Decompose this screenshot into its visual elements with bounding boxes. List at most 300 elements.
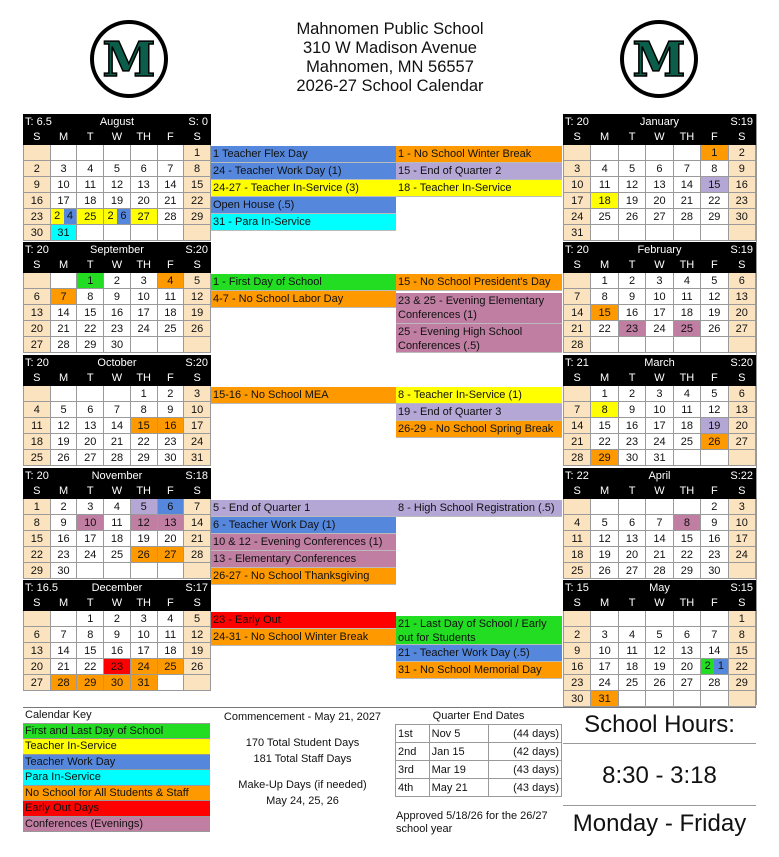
calendar-cell: 7	[564, 289, 591, 305]
calendar-cell: 29	[673, 563, 700, 579]
calendar-cell: 4	[673, 386, 700, 402]
calendar-cell: 31	[591, 691, 618, 707]
calendar-cell: 8	[591, 289, 618, 305]
calendar-cell: 18	[24, 434, 51, 450]
quarter-row	[396, 743, 562, 761]
calendar-cell	[104, 563, 131, 579]
calendar-cell: 14	[564, 305, 591, 321]
calendar-cell: 4	[618, 627, 645, 643]
calendar-cell	[157, 225, 184, 241]
event-item: 10 & 12 - Evening Conferences (1)	[211, 534, 396, 551]
calendar-cell	[646, 337, 673, 353]
calendar-cell: F	[157, 258, 184, 273]
calendar-cell: 2nd	[396, 743, 430, 761]
calendar-cell: 16	[104, 643, 131, 659]
logo-letter: M	[102, 32, 156, 88]
calendar-cell: 29	[24, 563, 51, 579]
calendar-cell: 28	[564, 450, 591, 466]
calendar-cell: 11	[673, 402, 700, 418]
calendar-cell: M	[50, 371, 77, 386]
calendar-cell	[564, 499, 591, 515]
calendar-cell: 16	[24, 193, 51, 209]
calendar-cell: S	[728, 484, 755, 499]
calendar-cell: 26	[646, 675, 673, 691]
calendar-cell: 20	[77, 434, 104, 450]
commencement-text: Commencement - May 21, 2027	[223, 711, 382, 723]
calendar-cell: September	[77, 243, 157, 258]
calendar-cell: F	[701, 258, 728, 273]
calendar-cell: 11	[157, 289, 184, 305]
calendar-cell	[701, 691, 728, 707]
calendar-cell: 7	[104, 402, 131, 418]
key-title: Calendar Key	[23, 708, 210, 724]
calendar-cell: 9	[50, 515, 77, 531]
calendar-cell	[130, 563, 157, 579]
calendar-cell: 24	[184, 434, 211, 450]
quarter-end-dates	[395, 708, 562, 836]
calendar-cell: 20	[728, 305, 755, 321]
calendar-cell	[673, 145, 700, 161]
calendar-cell: 30	[104, 337, 131, 353]
calendar-cell: 13	[77, 418, 104, 434]
calendar-cell: 19	[591, 547, 618, 563]
calendar-cell: 8	[130, 402, 157, 418]
calendar-cell: 18	[104, 531, 131, 547]
calendar-cell: 24	[591, 675, 618, 691]
month-september	[23, 242, 211, 353]
calendar-cell: 21	[104, 434, 131, 450]
calendar-cell	[701, 450, 728, 466]
calendar-cell: S	[728, 596, 755, 611]
event-item: 4-7 - No School Labor Day	[211, 291, 396, 308]
calendar-cell: 31	[184, 450, 211, 466]
calendar-cell	[50, 386, 77, 402]
calendar-cell: Mar 19	[429, 761, 488, 779]
calendar-cell	[104, 386, 131, 402]
calendar-key	[23, 708, 210, 832]
calendar-cell: S	[564, 258, 591, 273]
calendar-cell: 9	[564, 643, 591, 659]
calendar-cell: T: 20	[564, 115, 619, 130]
calendar-cell: T	[77, 130, 104, 145]
calendar-cell: 22	[77, 321, 104, 337]
calendar-cell: 18	[591, 193, 618, 209]
calendar-cell	[77, 563, 104, 579]
calendar-cell: 15	[591, 418, 618, 434]
calendar-cell: 23	[618, 434, 645, 450]
calendar-cell: 30	[50, 563, 77, 579]
calendar-cell: 1	[24, 499, 51, 515]
event-item: 23 - Early Out	[211, 612, 396, 629]
calendar-cell: May	[618, 581, 700, 596]
hours-label: School Hours:	[563, 710, 756, 744]
calendar-cell: 14	[104, 418, 131, 434]
events-aug-left	[211, 146, 396, 231]
calendar-cell: 23	[701, 547, 728, 563]
calendar-cell	[646, 145, 673, 161]
calendar-cell: 12	[50, 418, 77, 434]
calendar-cell: 28	[157, 209, 184, 225]
calendar-cell: 15	[673, 531, 700, 547]
calendar-cell: 12	[701, 402, 728, 418]
calendar-cell: February	[618, 243, 700, 258]
calendar-cell: 17	[77, 531, 104, 547]
calendar-cell: 30	[728, 209, 755, 225]
calendar-cell: 25	[673, 434, 700, 450]
calendar-cell: S	[728, 130, 755, 145]
calendar-cell: T: 16.5	[24, 581, 77, 596]
calendar-cell: 27	[157, 547, 184, 563]
calendar-cell: 28	[673, 209, 700, 225]
calendar-cell: 7	[184, 499, 211, 515]
calendar-cell: 3	[130, 273, 157, 289]
calendar-cell: 4	[564, 515, 591, 531]
calendar-cell	[77, 386, 104, 402]
calendar-cell: 12	[591, 531, 618, 547]
event-item: 23 & 25 - Evening Elementary Conferences (1)	[396, 293, 562, 324]
calendar-cell: 16	[701, 531, 728, 547]
calendar-cell	[50, 611, 77, 627]
event-item: 18 - Teacher In-Service	[396, 180, 562, 197]
calendar-cell: 26	[618, 209, 645, 225]
calendar-cell: 26	[184, 659, 211, 675]
calendar-cell	[673, 691, 700, 707]
calendar-cell: 20	[24, 659, 51, 675]
calendar-cell: T: 20	[24, 356, 77, 371]
events-sep-right	[396, 274, 562, 353]
calendar-cell: 12	[104, 177, 131, 193]
event-item: 26-27 - No School Thanksgiving	[211, 568, 396, 585]
calendar-cell	[646, 691, 673, 707]
calendar-cell: 22	[728, 659, 755, 675]
calendar-cell: (43 days)	[488, 761, 561, 779]
calendar-cell: 11	[591, 177, 618, 193]
calendar-cell	[701, 337, 728, 353]
calendar-cell: 3	[77, 499, 104, 515]
calendar-cell	[728, 337, 755, 353]
calendar-cell: T	[618, 130, 645, 145]
calendar-cell	[157, 563, 184, 579]
calendar-cell: 17	[564, 193, 591, 209]
calendar-cell: 8	[77, 289, 104, 305]
calendar-cell: 9	[701, 515, 728, 531]
calendar-cell: 21	[50, 321, 77, 337]
month-february	[563, 242, 756, 353]
calendar-cell: 22	[591, 321, 618, 337]
calendar-cell: M	[591, 596, 618, 611]
hours-time: 8:30 - 3:18	[602, 762, 717, 789]
key-item-teacher-work-day: Teacher Work Day	[23, 755, 210, 771]
calendar-cell	[157, 337, 184, 353]
calendar-cell: 18	[618, 659, 645, 675]
calendar-cell: TH	[130, 130, 157, 145]
calendar-cell: 20	[673, 659, 700, 675]
calendar-cell: F	[701, 130, 728, 145]
calendar-cell: 20	[24, 321, 51, 337]
calendar-cell: 29	[130, 450, 157, 466]
event-item: 1 - No School Winter Break	[396, 146, 562, 163]
calendar-cell: T: 15	[564, 581, 619, 596]
calendar-cell: 8	[701, 161, 728, 177]
calendar-cell: 13	[728, 289, 755, 305]
calendar-cell: 18	[157, 305, 184, 321]
event-item: 26-29 - No School Spring Break	[396, 421, 562, 438]
calendar-cell: W	[104, 596, 131, 611]
calendar-cell: 8	[24, 515, 51, 531]
calendar-cell: S	[24, 258, 51, 273]
calendar-cell: 8	[184, 161, 211, 177]
school-address: 310 W Madison Avenue	[303, 39, 477, 57]
calendar-cell: 5	[50, 402, 77, 418]
school-logo-right	[620, 20, 698, 98]
calendar-cell: 31	[50, 225, 77, 241]
calendar-cell: 22	[24, 547, 51, 563]
quarter-title: Quarter End Dates	[432, 710, 525, 722]
calendar-cell: 26	[130, 547, 157, 563]
calendar-cell: 15	[130, 418, 157, 434]
calendar-cell: W	[646, 371, 673, 386]
makeup-title: Make-Up Days (if needed)	[238, 779, 367, 791]
calendar-cell: 24	[564, 209, 591, 225]
calendar-cell: 7	[50, 627, 77, 643]
calendar-cell: 27	[618, 563, 645, 579]
calendar-cell: 5	[130, 499, 157, 515]
school-info	[204, 20, 576, 96]
calendar-cell: 2	[618, 386, 645, 402]
event-item: 8 - High School Registration (.5)	[396, 500, 562, 517]
calendar-cell: 10	[130, 289, 157, 305]
calendar-cell: 4th	[396, 779, 430, 797]
calendar-cell: 28	[50, 675, 77, 691]
makeup-days: May 24, 25, 26	[266, 795, 339, 807]
key-item-para-in-service: Para In-Service	[23, 770, 210, 786]
calendar-cell	[701, 225, 728, 241]
calendar-cell: 17	[130, 643, 157, 659]
calendar-cell: 15	[701, 177, 728, 193]
calendar-cell: January	[618, 115, 700, 130]
calendar-cell: (43 days)	[488, 779, 561, 797]
month-march	[563, 355, 756, 466]
events-nov-left	[211, 500, 396, 585]
calendar-cell: 20	[157, 531, 184, 547]
calendar-cell: 15	[184, 177, 211, 193]
calendar-cell: 10	[564, 177, 591, 193]
calendar-cell: 1st	[396, 725, 430, 743]
calendar-cell	[728, 691, 755, 707]
calendar-cell: S:22	[701, 469, 756, 484]
calendar-cell: S:17	[157, 581, 210, 596]
calendar-cell: (42 days)	[488, 743, 561, 761]
calendar-cell: TH	[130, 258, 157, 273]
calendar-cell: 27	[77, 450, 104, 466]
calendar-cell: S	[184, 130, 211, 145]
key-item-conferences: Conferences (Evenings)	[23, 817, 210, 833]
calendar-cell: W	[104, 371, 131, 386]
calendar-cell: T	[77, 596, 104, 611]
calendar-cell	[673, 611, 700, 627]
calendar-cell: M	[50, 258, 77, 273]
calendar-cell: 3rd	[396, 761, 430, 779]
calendar-cell: 20	[646, 193, 673, 209]
hours-days: Monday - Friday	[563, 805, 756, 839]
calendar-cell: 25	[673, 321, 700, 337]
calendar-cell: 14	[701, 643, 728, 659]
calendar-cell: 13	[646, 177, 673, 193]
calendar-cell: 18	[564, 547, 591, 563]
calendar-cell: 19	[104, 193, 131, 209]
calendar-cell: 6	[728, 273, 755, 289]
calendar-cell: 5	[591, 515, 618, 531]
calendar-cell: 7	[673, 161, 700, 177]
calendar-cell: TH	[130, 371, 157, 386]
quarter-row	[396, 779, 562, 797]
events-dec-left	[211, 612, 396, 646]
calendar-cell: 11	[564, 531, 591, 547]
calendar-cell: 4	[77, 161, 104, 177]
calendar-cell: 15	[77, 305, 104, 321]
calendar-cell: 29	[701, 209, 728, 225]
calendar-cell: 6	[24, 627, 51, 643]
calendar-cell: 2	[50, 499, 77, 515]
approved-text: Approved 5/18/26 for the 26/27 school year	[396, 810, 548, 835]
calendar-cell	[618, 225, 645, 241]
calendar-cell: 14	[646, 531, 673, 547]
calendar-cell: 11	[673, 289, 700, 305]
calendar-cell: 19	[50, 434, 77, 450]
calendar-cell: S	[564, 371, 591, 386]
calendar-cell: S:15	[701, 581, 756, 596]
calendar-cell: T	[77, 484, 104, 499]
calendar-cell: 25	[104, 547, 131, 563]
calendar-cell: 5	[646, 627, 673, 643]
school-logo-left	[90, 20, 168, 98]
calendar-cell: 3	[50, 161, 77, 177]
event-item: 24 - Teacher Work Day (1)	[211, 163, 396, 180]
calendar-cell: 7	[564, 402, 591, 418]
calendar-cell: Nov 5	[429, 725, 488, 743]
calendar-cell: 23	[104, 659, 131, 675]
calendar-cell: 13	[728, 402, 755, 418]
calendar-cell: 5	[701, 386, 728, 402]
calendar-cell: M	[50, 596, 77, 611]
calendar-cell: 16	[564, 659, 591, 675]
calendar-cell: 2	[104, 611, 131, 627]
calendar-cell: 20	[130, 193, 157, 209]
school-name: Mahnomen Public School	[296, 20, 484, 38]
calendar-cell: 1	[591, 386, 618, 402]
calendar-cell	[77, 145, 104, 161]
events-oct-left	[211, 387, 396, 404]
calendar-cell: 28	[701, 675, 728, 691]
calendar-cell	[77, 225, 104, 241]
calendar-cell: 21	[646, 547, 673, 563]
calendar-cell	[24, 145, 51, 161]
calendar-cell: 18	[157, 643, 184, 659]
calendar-cell	[564, 273, 591, 289]
calendar-cell: 11	[104, 515, 131, 531]
calendar-cell: 1	[591, 273, 618, 289]
calendar-cell: S	[24, 130, 51, 145]
calendar-cell	[24, 386, 51, 402]
calendar-cell	[130, 337, 157, 353]
calendar-cell: 26	[701, 321, 728, 337]
calendar-cell: S	[184, 484, 211, 499]
calendar-cell: 25	[591, 209, 618, 225]
calendar-cell: 17	[591, 659, 618, 675]
calendar-cell: F	[157, 484, 184, 499]
calendar-cell	[591, 145, 618, 161]
calendar-cell: 7	[157, 161, 184, 177]
calendar-cell: 7	[701, 627, 728, 643]
school-city: Mahnomen, MN 56557	[306, 58, 474, 76]
calendar-cell: 21	[157, 193, 184, 209]
event-item: 21 - Last Day of School / Early out for Students	[396, 616, 562, 645]
calendar-cell	[157, 675, 184, 691]
calendar-cell: 12	[701, 289, 728, 305]
event-item: 1 Teacher Flex Day	[211, 146, 396, 163]
calendar-cell: 13	[24, 643, 51, 659]
calendar-cell	[728, 563, 755, 579]
calendar-cell: TH	[673, 130, 700, 145]
calendar-cell: 2 1	[701, 659, 728, 675]
calendar-cell: 23	[728, 193, 755, 209]
calendar-cell: 12	[130, 515, 157, 531]
calendar-cell	[564, 386, 591, 402]
calendar-cell: 27	[646, 209, 673, 225]
calendar-cell: S:20	[157, 356, 210, 371]
month-teacher-days: T: 6.5	[24, 115, 77, 130]
calendar-cell: 5	[184, 611, 211, 627]
calendar-cell: 21	[50, 659, 77, 675]
calendar-cell: M	[591, 371, 618, 386]
month-name: August	[77, 115, 157, 130]
calendar-cell: 19	[701, 305, 728, 321]
calendar-cell: 6	[673, 627, 700, 643]
calendar-cell: 29	[591, 450, 618, 466]
calendar-cell: 18	[673, 418, 700, 434]
calendar-cell: 17	[646, 305, 673, 321]
calendar-cell: F	[157, 596, 184, 611]
calendar-cell: 6	[130, 161, 157, 177]
calendar-cell: 11	[77, 177, 104, 193]
school-hours	[563, 708, 756, 839]
key-item-early-out: Early Out Days	[23, 801, 210, 817]
calendar-cell: 30	[564, 691, 591, 707]
calendar-cell: T	[77, 371, 104, 386]
calendar-cell: 22	[130, 434, 157, 450]
calendar-cell: 13	[618, 531, 645, 547]
calendar-cell	[104, 145, 131, 161]
calendar-cell: 14	[673, 177, 700, 193]
events-aug-right	[396, 146, 562, 197]
calendar-cell	[618, 499, 645, 515]
calendar-cell	[646, 611, 673, 627]
calendar-cell: 20	[728, 418, 755, 434]
calendar-cell: 28	[646, 563, 673, 579]
event-item: 13 - Elementary Conferences	[211, 551, 396, 568]
calendar-cell: 20	[618, 547, 645, 563]
calendar-cell: 3	[646, 386, 673, 402]
quarter-row	[396, 761, 562, 779]
calendar-cell	[564, 145, 591, 161]
calendar-cell: 14	[184, 515, 211, 531]
calendar-cell: 9	[618, 402, 645, 418]
calendar-cell: W	[104, 258, 131, 273]
calendar-cell: 7	[646, 515, 673, 531]
calendar-cell: 18	[673, 305, 700, 321]
calendar-cell: 21	[564, 434, 591, 450]
calendar-cell: October	[77, 356, 157, 371]
